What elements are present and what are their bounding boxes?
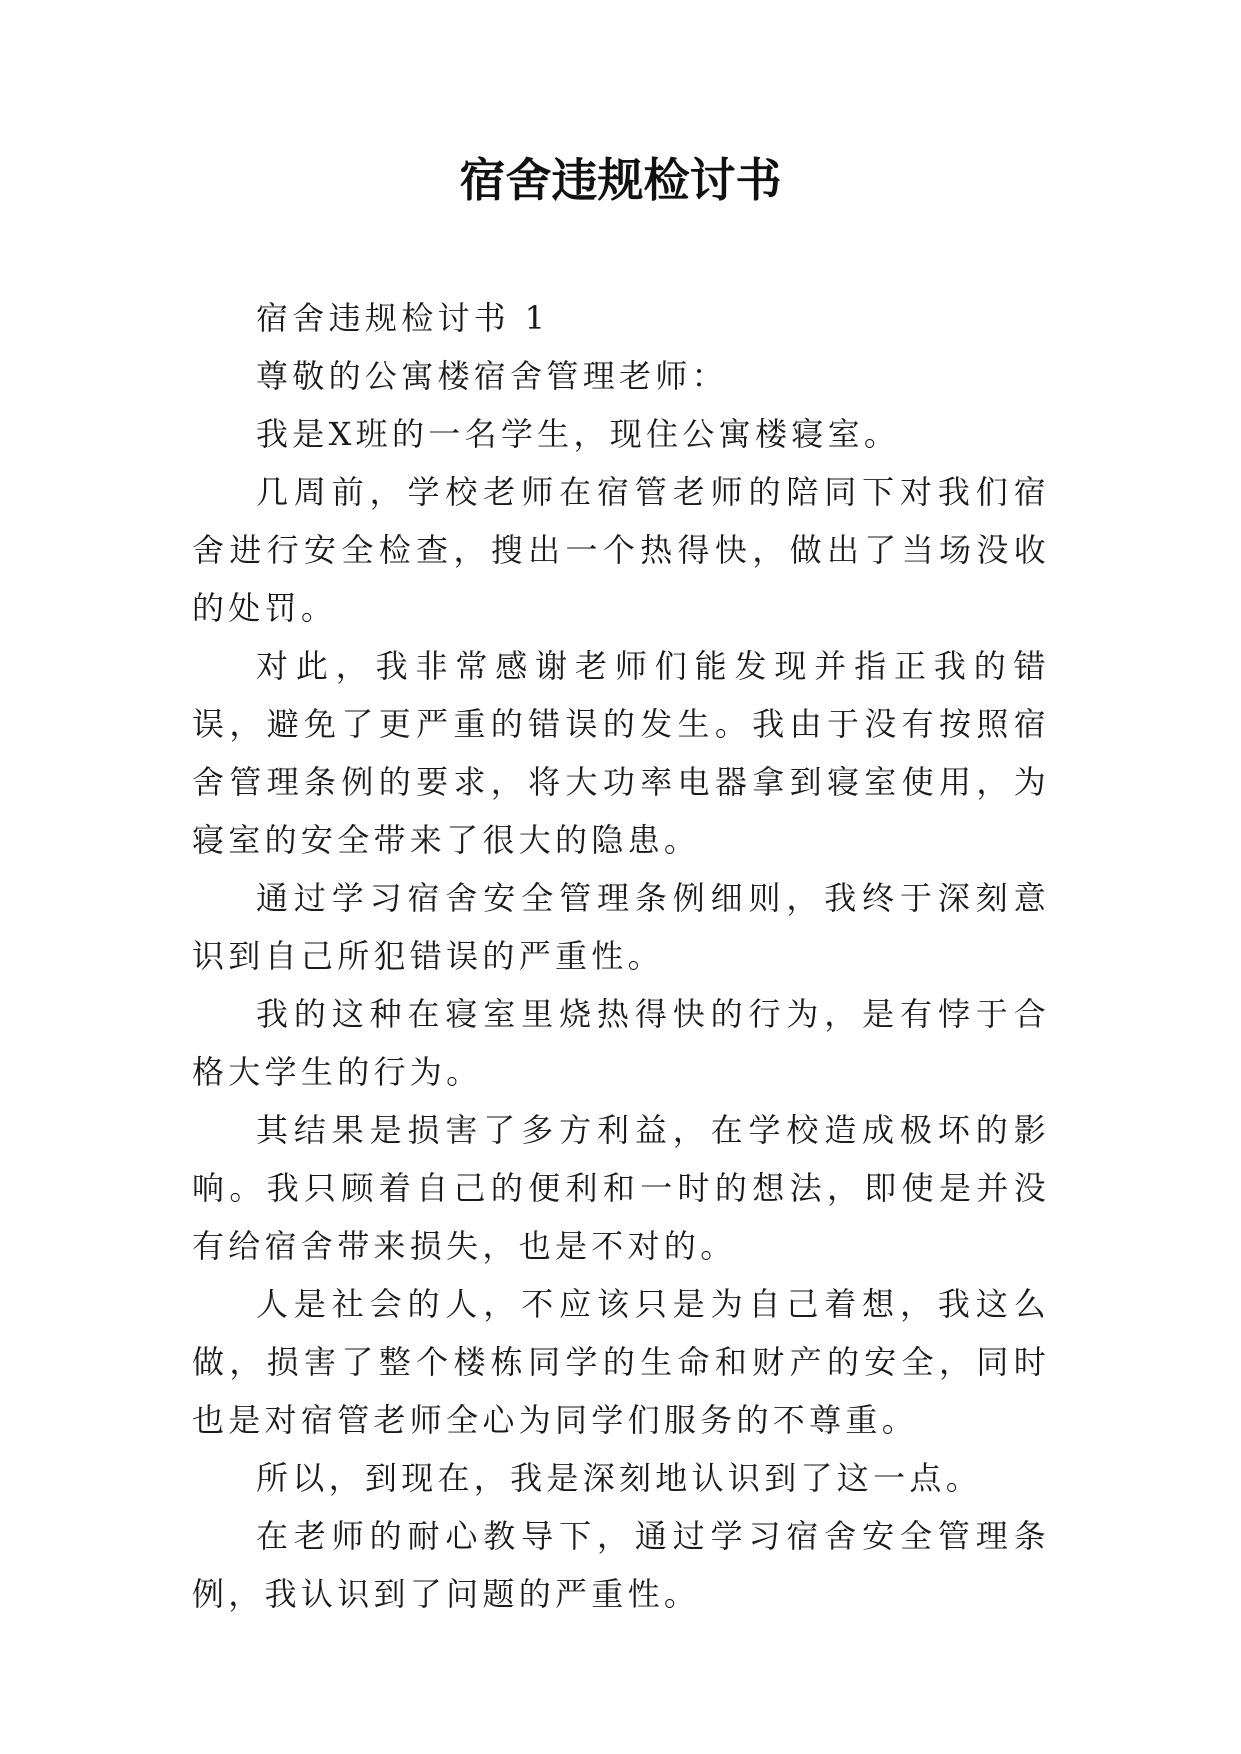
paragraph: 几周前，学校老师在宿管老师的陪同下对我们宿舍进行安全检查，搜出一个热得快，做出了当场没收的处罚。 bbox=[192, 473, 1050, 627]
paragraph: 通过学习宿舍安全管理条例细则，我终于深刻意识到自己所犯错误的严重性。 bbox=[192, 879, 1050, 975]
paragraph: 人是社会的人，不应该只是为自己着想，我这么做，损害了整个楼栋同学的生命和财产的安全，同时也是对宿管老师全心为同学们服务的不尊重。 bbox=[192, 1285, 1050, 1439]
paragraph-salutation: 尊敬的公寓楼宿舍管理老师： bbox=[256, 357, 728, 395]
document-body bbox=[192, 289, 1050, 1623]
paragraph: 我是X班的一名学生，现住公寓楼寝室。 bbox=[256, 415, 901, 453]
paragraph: 其结果是损害了多方利益，在学校造成极坏的影响。我只顾着自己的便利和一时的想法，即使是并没有给宿舍带来损失，也是不对的。 bbox=[192, 1111, 1050, 1265]
paragraph: 我的这种在寝室里烧热得快的行为，是有悖于合格大学生的行为。 bbox=[192, 995, 1050, 1091]
paragraph: 在老师的耐心教导下，通过学习宿舍安全管理条例，我认识到了问题的严重性。 bbox=[192, 1517, 1050, 1613]
paragraph: 所以，到现在，我是深刻地认识到了这一点。 bbox=[256, 1459, 983, 1497]
paragraph-subtitle: 宿舍违规检讨书 1 bbox=[256, 299, 550, 337]
page-title: 宿舍违规检讨书 bbox=[459, 153, 782, 207]
paragraph: 对此，我非常感谢老师们能发现并指正我的错误，避免了更严重的错误的发生。我由于没有按照宿舍管理条例的要求，将大功率电器拿到寝室使用，为寝室的安全带来了很大的隐患。 bbox=[192, 647, 1050, 859]
